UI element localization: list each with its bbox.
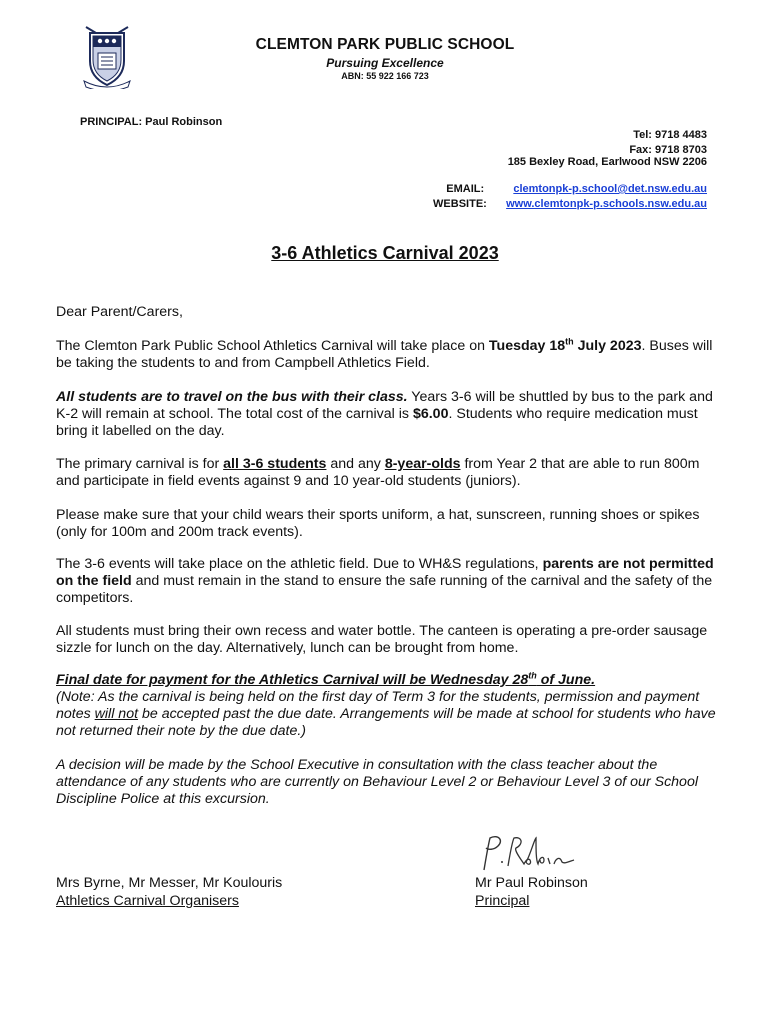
principal-name: Mr Paul Robinson — [475, 875, 588, 891]
principal-signature — [478, 832, 578, 874]
school-motto: Pursuing Excellence — [326, 56, 444, 70]
paragraph-parents: The 3-6 events will take place on the athletic field. Due to WH&S regulations, parents are not permitted on the field and must remain in the stand to ensure the safe running of the carnival and the safety of the competitors. — [56, 556, 714, 606]
website-row — [433, 197, 707, 212]
fax: Fax: 9718 8703 — [629, 144, 707, 156]
principal-role: Principal — [475, 893, 530, 909]
organisers-signoff — [56, 874, 282, 910]
paragraph-carnival-date: The Clemton Park Public School Athletics Carnival will take place on Tuesday 18th July 2023. Buses will be taking the students to and from Campbell Athletics Field. — [56, 336, 713, 371]
website-link[interactable]: www.clemtonpk-p.schools.nsw.edu.au — [506, 198, 707, 210]
paragraph-lunch: All students must bring their own recess and water bottle. The canteen is operating a pre-order sausage sizzle for lunch on the day. Alternatively, lunch can be brought from home. — [56, 623, 708, 656]
school-name: CLEMTON PARK PUBLIC SCHOOL — [255, 36, 515, 53]
organisers-names: Mrs Byrne, Mr Messer, Mr Koulouris — [56, 875, 283, 891]
paragraph-uniform: Please make sure that your child wears their sports uniform, a hat, sunscreen, running shoes or spikes (only for 100m and 200m track events). — [56, 507, 700, 540]
email-row — [446, 182, 707, 197]
principal-line: PRINCIPAL: Paul Robinson — [80, 116, 223, 128]
email-label: EMAIL: — [446, 183, 485, 195]
principal-signoff — [475, 874, 588, 910]
abn: ABN: 55 922 166 723 — [341, 71, 429, 81]
website-label: WEBSITE: — [433, 198, 487, 210]
greeting: Dear Parent/Carers, — [56, 304, 183, 320]
tel: Tel: 9718 4483 — [633, 129, 707, 141]
page-title: 3-6 Athletics Carnival 2023 — [271, 243, 499, 263]
email-link[interactable]: clemtonpk-p.school@det.nsw.edu.au — [513, 183, 707, 195]
paragraph-behaviour: A decision will be made by the School Executive in consultation with the class teacher about the attendance of any students who are currently on Behaviour Level 2 or Behaviour Level 3 of our School Discipline Police at this excursion. — [56, 757, 698, 807]
paragraph-payment: Final date for payment for the Athletics Carnival will be Wednesday 28th of June. (Note: As the carnival is being held on the first day of Term 3 for the students, permission and payment notes will not be accepted past the due date. Arrangements will be made at school for students who have not returned their note by the due date.) — [56, 670, 716, 739]
organisers-role: Athletics Carnival Organisers — [56, 893, 239, 909]
paragraph-transport: All students are to travel on the bus with their class. Years 3-6 will be shuttled by bus to the park and K-2 will remain at school. The total cost of the carnival is $6.00. Students who require medication must bring it labelled on the day. — [56, 389, 713, 439]
address: 185 Bexley Road, Earlwood NSW 2206 — [507, 156, 707, 168]
paragraph-eligibility: The primary carnival is for all 3-6 students and any 8-year-olds from Year 2 that are able to run 800m and participate in field events against 9 and 10 year-old students (juniors). — [56, 456, 700, 489]
